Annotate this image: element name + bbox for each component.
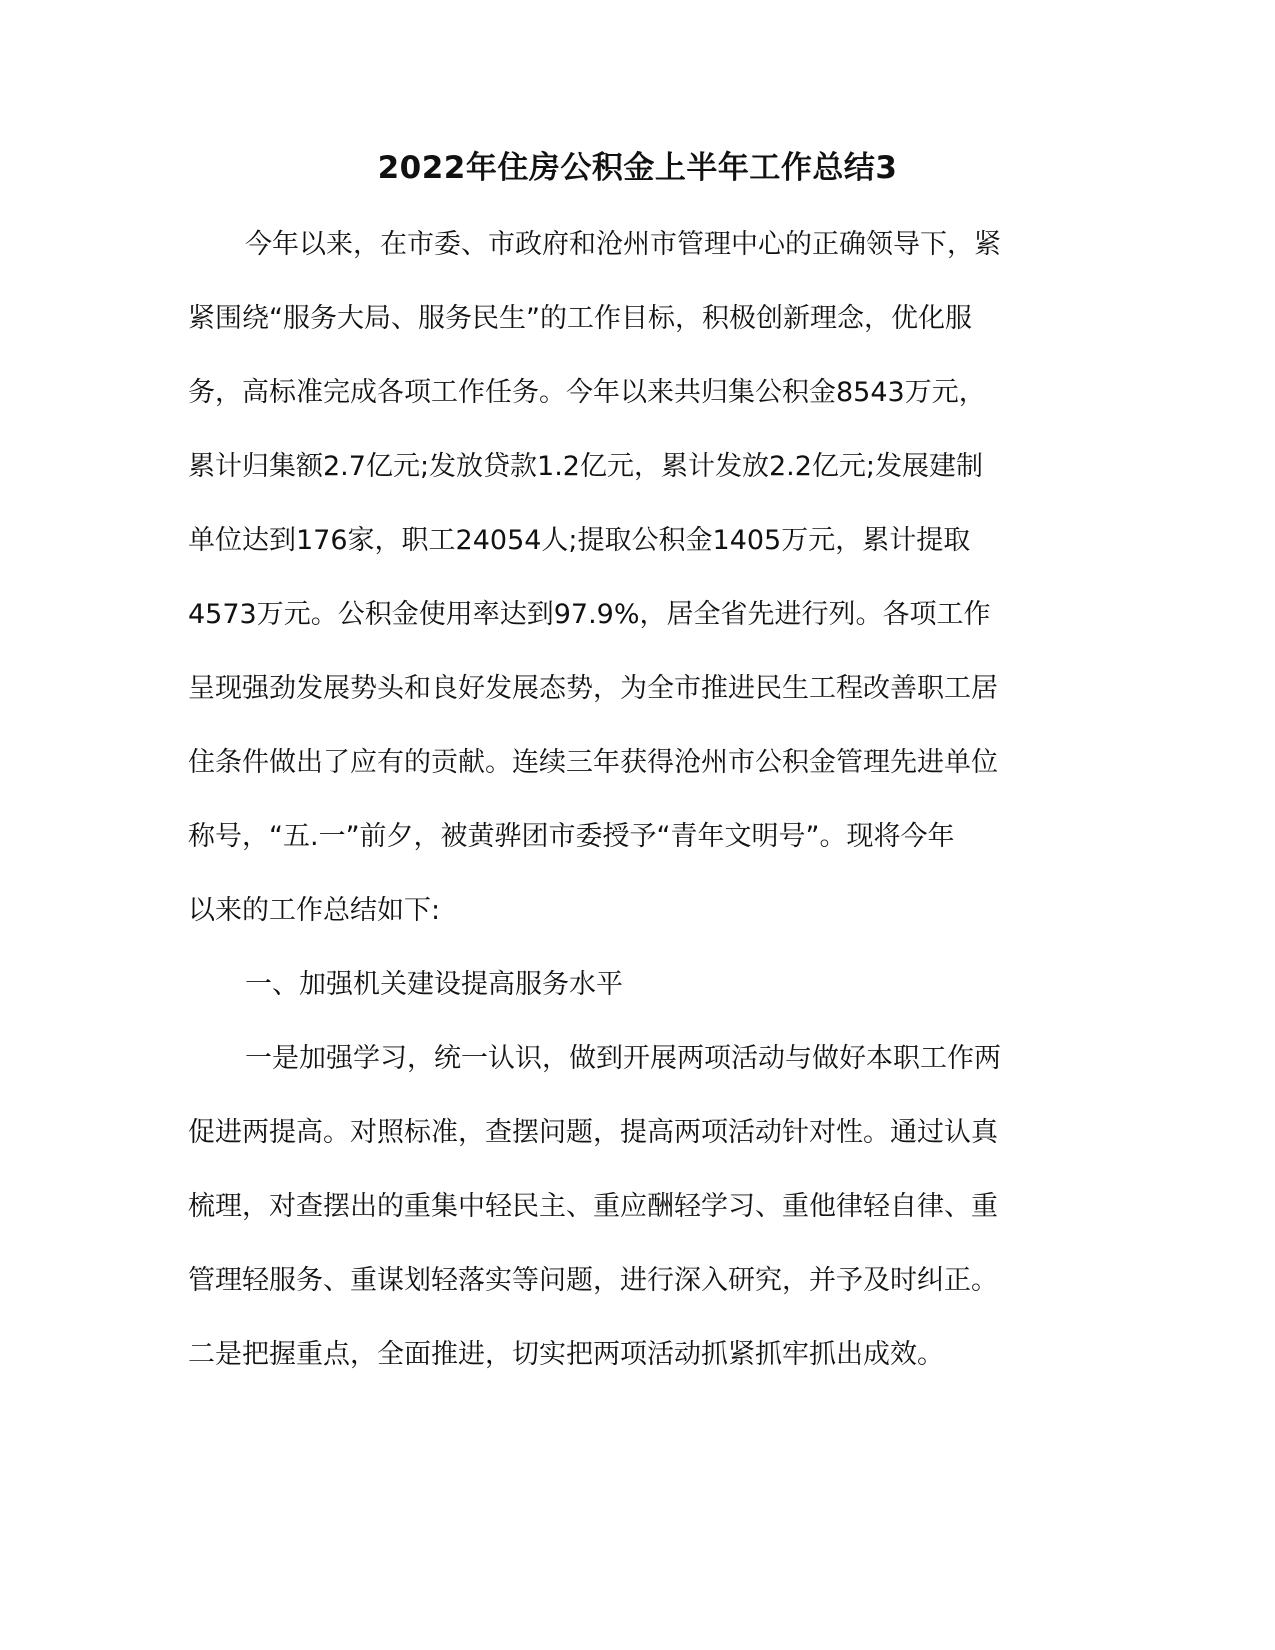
paragraph-line: 呈现强劲发展势头和良好发展态势，为全市推进民生工程改善职工居 — [188, 673, 998, 704]
paragraph-line: 以来的工作总结如下: — [188, 895, 441, 926]
paragraph-line: 管理轻服务、重谋划轻落实等问题，进行深入研究，并予及时纠正。 — [188, 1265, 998, 1296]
document-title: 2022年住房公积金上半年工作总结3 — [377, 150, 898, 186]
paragraph-line: 今年以来，在市委、市政府和沧州市管理中心的正确领导下，紧 — [245, 229, 1001, 260]
paragraph-line: 住条件做出了应有的贡献。连续三年获得沧州市公积金管理先进单位 — [188, 747, 998, 778]
paragraph-line: 梳理，对查摆出的重集中轻民主、重应酬轻学习、重他律轻自律、重 — [188, 1191, 998, 1222]
paragraph-line: 二是把握重点，全面推进，切实把两项活动抓紧抓牢抓出成效。 — [188, 1339, 944, 1370]
paragraph-line: 务，高标准完成各项工作任务。今年以来共归集公积金8543万元， — [188, 377, 986, 408]
paragraph-line: 单位达到176家，职工24054人;提取公积金1405万元，累计提取 — [188, 525, 971, 556]
paragraph-line: 紧围绕“服务大局、服务民生”的工作目标，积极创新理念，优化服 — [188, 303, 972, 334]
paragraph-line: 促进两提高。对照标准，查摆问题，提高两项活动针对性。通过认真 — [188, 1117, 998, 1148]
section-heading: 一、加强机关建设提高服务水平 — [245, 969, 623, 1000]
paragraph-line: 4573万元。公积金使用率达到97.9%，居全省先进行列。各项工作 — [188, 599, 991, 630]
paragraph-line: 称号，“五.一”前夕，被黄骅团市委授予“青年文明号”。现将今年 — [188, 821, 955, 852]
paragraph-line: 累计归集额2.7亿元;发放贷款1.2亿元，累计发放2.2亿元;发展建制 — [188, 451, 984, 482]
paragraph-line: 一是加强学习，统一认识，做到开展两项活动与做好本职工作两 — [245, 1043, 1001, 1074]
